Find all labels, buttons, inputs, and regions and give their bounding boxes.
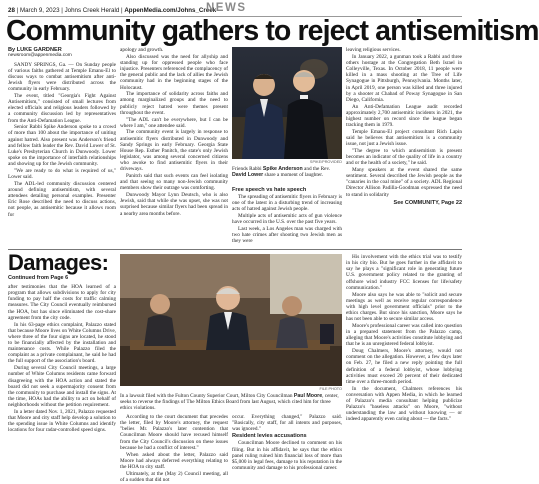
caption-text: In a lawsuit filed with the Fulton County Superior Court, Milton City Councilman (120, 393, 294, 399)
masthead-separator: | (61, 7, 65, 14)
article-column-2 (120, 47, 228, 217)
story-headline: Damages: (8, 250, 109, 275)
paragraph: Temple Emanu-El project consultant Rich Lapin said he believes that antisemitism is a community issue, not just a Jewish issue. (346, 128, 462, 148)
issue-date: March 9, 2023 (19, 7, 60, 14)
paragraph: SANDY SPRINGS, Ga. — On Sunday people of various faiths gathered at Temple Emanu-El to discuss ways to combat antisemitism after anti-Jewish flyers were distributed across the community in early February. (8, 61, 116, 93)
paragraph: The ADL-led community discussion centered around defining antisemitism, with several attendees detailing personal examples. Presenter Eric Rose described the need to discuss actions, not people, as antisemitic because it allows room for (8, 180, 116, 218)
section-label: NEWS (206, 2, 247, 14)
paragraph: Councilman Moore declined to comment on his filing. But in his affidavit, he says that the ethics panel ruling ruined him financial loss of more than $5,000 in legal fees, damage to his reputation in the community and damage to his professional career. (232, 440, 342, 472)
caption-name: Paul Moore (293, 393, 323, 399)
paragraph: Also discussed was the need for allyship and standing up for oppressed people who face injustice. Presenters referenced the complacency of the general public and the lack of allies the Jewish community had in the beginning stages of the Holocaust. (120, 53, 228, 91)
paragraph: Panitch said that such events can feel isolating and that seeing so many non-Jewish community members show their outrage was comforting. (120, 173, 228, 192)
masthead-separator: | (121, 7, 125, 14)
headline: Community gathers to reject antisemitism (6, 15, 539, 47)
article-column-3 (232, 186, 342, 245)
subhead: Resident levies accusations (232, 433, 307, 440)
article-column-1 (8, 47, 116, 218)
photo-rabbi-and-reverend (232, 47, 342, 159)
caption-text: share a moment of laughter. (263, 172, 323, 179)
paragraph: Doug Chalmers, Moore's attorney, would not comment on the allegation. However, a few days later on Feb. 27, he filed a new reply pointing the full definition of a federal lobbyist, whose lobbying activities must exceed 20 percent of their dedicated time over a three-month period. (346, 348, 462, 385)
damages-column-4 (346, 254, 462, 423)
caption-text: Friends Rabbi (232, 166, 263, 172)
damages-column-1 (8, 284, 116, 434)
paragraph: "The ADL can't be everywhere, but I can be where I am," one attendee said. (120, 116, 228, 129)
paragraph: Many speakers at the event shared the same sentiment. Several described the Jewish people as the "canaries in the coal mine" of a society. ADL Regional Director Allison Padilla-Goodman expressed the need to stand in solidarity (346, 166, 462, 198)
paragraph: In January 2022, a gunman took a Rabbi and three others hostage at the Congregation Beth Israel in Colleyville, Texas. In October 2018, 11 people were killed in a mass shooting at the Tree of Life Synagogue in Pittsburgh, Pennsylvania. Months later, in April 2019, one person was killed and three injured by a shooter at Chabad of Poway Synagogue in San Diego, California. (346, 53, 462, 103)
paragraph: leaving religious services. (346, 47, 401, 53)
paragraph: During several City Council meetings, a large number of White Columns residents came forward disagreeing with the HOA action and stated the board did not seek a supermajority consent from the community to purchase and install the signs. At the time, HOAs had the ability to act on behalf of neighborhoods without the petition requirement. (8, 365, 116, 409)
paragraph: after testimonies that the HOA learned of a program that allows subdivisions to apply for city funding to pay half the costs for traffic calming measures. The City Council eventually reimbursed the HOA, but has since eliminated the cost-share agreement from the city code. (8, 284, 116, 321)
photo-illustration (232, 47, 342, 159)
paragraph: An Anti-Defamation League audit recorded approximately 2,700 antisemitic incidents in 2021, the highest number on record since the league began tracking them in 1979. (346, 103, 462, 129)
paragraph: In his 63-page ethics complaint, Palazzo stated that because Moore lives on White Columns Drive, where three of the four signs are located, he stood to be financially affected by the installation and maintenance costs. While Palazzo filed the complaint as a private complainant, he said he had the full support of the association's board. (8, 321, 116, 365)
outlet-name: Johns Creek Herald (64, 7, 120, 14)
photo-credit: SPIKE/PROVIDED (309, 160, 342, 164)
jump-reference[interactable]: See COMMUNITY, Page 22 (393, 199, 462, 206)
caption-name: David Lower (232, 172, 264, 179)
caption-text: , center, seeks to reverse the findings of The Milton Ethics Board from last August, which cited him for three ethics violations. (120, 393, 339, 412)
paragraph: Ultimately, at the (May 2) Council meeting, all of a sudden that did not (120, 470, 228, 483)
paragraph: His involvement with the ethics trial was to testify in his city bio. But he goes further in the affidavit to say he plays a "significant role in generating future U.S. government policy related to the granting of offshore wind industry FCC licenses for life/safety communication." (346, 254, 462, 291)
article-column-4 (346, 47, 462, 206)
paragraph: Senior Rabbi Spike Anderson spoke to a crowd of more than 100 about the importance of uniting against hatred. Also present was Anderson's friend and fellow faith leader the Rev. David Lower of St. Luke's Presbyterian Church in Dunwoody. Lower spoke on the importance of interfaith relationships and showing up for the Jewish community. (8, 124, 116, 168)
caption-text: and the Rev. (302, 166, 331, 172)
paragraph: The importance of solidarity across faiths and among marginalized groups and the need to publicly reject hatred were themes present throughout the event. (120, 91, 228, 116)
paragraph: The spreading of antisemitic flyers in February is one of the latest in a disturbing trend of increasing acts of hatred against Jewish people. (232, 194, 342, 213)
paragraph: The community event is largely in response to antisemitic flyers distributed in Dunwoody and Sandy Springs in early February. Georgia State House Rep. Esther Panitch, the state's only Jewish legislator, was among several concerned citizens who awoke to find antisemitic flyers in their driveways. (120, 129, 228, 173)
site-link[interactable]: AppenMedia.com/Johns_Creek (124, 7, 217, 14)
caption-name: Spike Anderson (262, 166, 303, 172)
subhead: Free speech vs hate speech (232, 187, 307, 193)
paragraph: Moore also says he was able to "solicit and secure meetings as well as receive regular correspondence with high level government officials" prior to the ethics charges. But since his sanction, Moore says he has not been able to secure similar access. (346, 291, 462, 323)
photo-caption (232, 166, 342, 178)
byline-email[interactable]: newsroom@appenmedia.com (8, 53, 72, 59)
photo-caption (120, 393, 342, 411)
paragraph: The event, titled "Georgia's Fight Against Antisemitism," consisted of small lectures from elected officials and religious leaders followed by a community discussion led by representatives from the Anti-Defamation League. (8, 92, 116, 124)
paragraph: apology and growth. (120, 47, 164, 53)
paragraph: According to the court document that precedes the letter, filed by Moore's attorney, the request "belies Mr. Palazzo's later contention that Councilman Moore should have recused himself from the City Council's discussion on these issues because he had a conflict of interest." (120, 414, 228, 451)
damages-column-2 (120, 414, 228, 484)
paragraph: Last week, a Los Angeles man was charged with two hate crimes after shooting two Jewish men as they were (232, 225, 342, 245)
photo-illustration (120, 254, 342, 386)
paragraph: Dunwoody Mayor Lynn Deutsch, who is also Jewish, said that while she was upset, she was not surprised because similar flyers had been spread in a nearby area months before. (120, 192, 228, 217)
paragraph: occur. Everything changed," Palazzo said. "Basically, city staff, for all intents and purposes, was ignored." (232, 414, 342, 433)
paragraph: "We are ready to do what is required of us," Lower said. (8, 167, 116, 181)
paragraph: In a letter dated Nov. 1, 2021, Palazzo requested that Moore and city staff help develop a solution to the spending issue in White Columns and identify locations for four radar-controlled speed signs. (8, 408, 116, 434)
page-number: 28 (8, 7, 15, 14)
paragraph: When asked about the letter, Palazzo said Moore had always deferred everything relating to the HOA to city staff. (120, 451, 228, 470)
photo-ethics-board-meeting (120, 254, 342, 386)
paragraph: In the document, Chalmers references his conversation with Appen Media, in which he learned of Palazzo's media consultant helping publicize Palazzo's "baseless attacks" on Moore, "without understanding the law and without knowing — or indeed apparently even caring about — the facts." (346, 385, 462, 423)
masthead-separator: | (16, 7, 20, 14)
continued-from: Continued from Page 6 (8, 275, 69, 281)
photo-credit: FILE PHOTO (319, 387, 342, 391)
paragraph: "The degree to which antisemitism is present becomes an indicator of the quality of life in a country and or the health of a society," he said. (346, 147, 462, 167)
paragraph: Moore's professional career was called into question in a prepared statement from the Palazzo camp, alleging that Moore's activities constitute lobbying and that he is an unregistered federal lobbyist. (346, 322, 462, 348)
damages-column-3 (232, 414, 342, 472)
paragraph: Multiple acts of antisemitic acts of gun violence have occurred in the U.S. over the past five years. (232, 213, 342, 226)
byline: By LUKE GARDNER (8, 47, 62, 53)
